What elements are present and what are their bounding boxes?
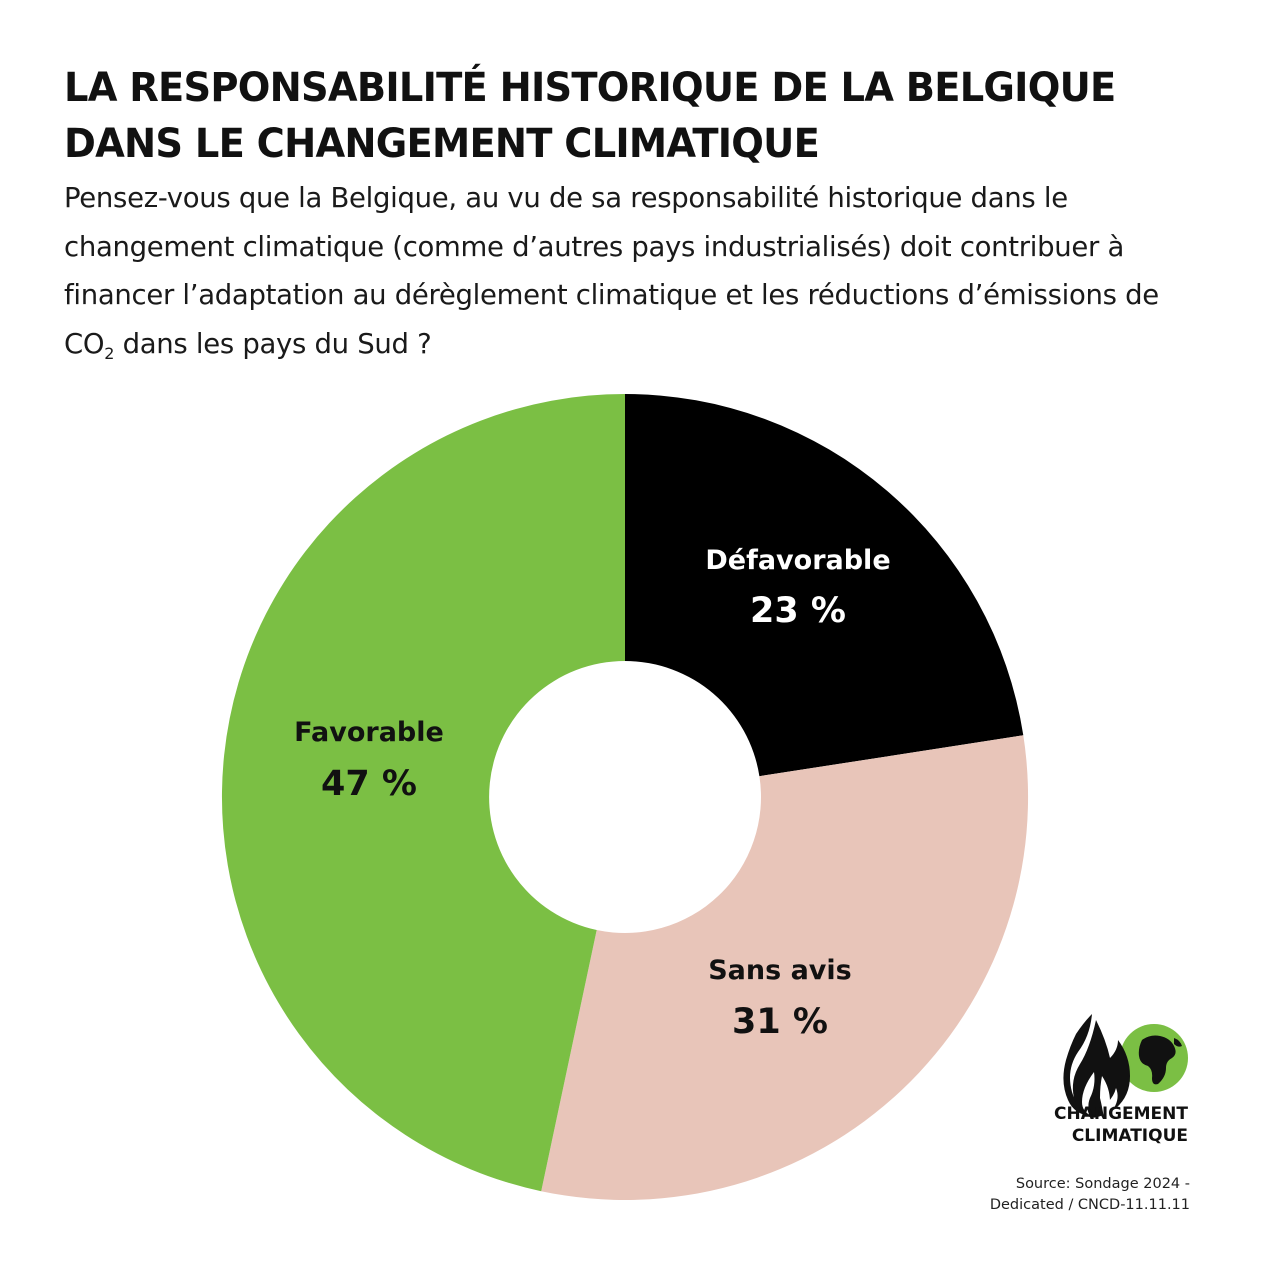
source-note bbox=[900, 1174, 1190, 1216]
question-text-end: dans les pays du Sud ? bbox=[114, 327, 432, 360]
label-sans-avis-value: 31 % bbox=[732, 1002, 828, 1042]
slice-favorable bbox=[222, 394, 625, 1191]
globe-icon bbox=[1120, 1024, 1188, 1092]
label-defavorable-value: 23 % bbox=[750, 591, 846, 631]
label-favorable-name: Favorable bbox=[294, 717, 444, 748]
co2-subscript: 2 bbox=[104, 343, 115, 363]
label-defavorable-name: Défavorable bbox=[705, 545, 891, 576]
label-favorable-value: 47 % bbox=[321, 764, 417, 804]
logo-line-1: CHANGEMENT bbox=[1053, 1104, 1188, 1124]
label-sans-avis-name: Sans avis bbox=[708, 955, 852, 986]
question-text: Pensez-vous que la Belgique, au vu de sa responsabilité historique dans le changement climatique (comme d’autres pays industrialisés) doit contribuer à financer l’adaptation au dérèglement climatique et les réductions d’émissions de CO bbox=[64, 182, 1159, 360]
source-line-2: Dedicated / CNCD-11.11.11 bbox=[989, 1197, 1190, 1213]
slice-defavorable bbox=[625, 394, 1023, 776]
title-line-2: DANS LE CHANGEMENT CLIMATIQUE bbox=[64, 121, 820, 167]
logo-wordmark bbox=[1000, 1103, 1188, 1147]
logo-line-2: CLIMATIQUE bbox=[1071, 1126, 1188, 1146]
source-line-1: Source: Sondage 2024 - bbox=[1015, 1176, 1190, 1192]
title-line-1: LA RESPONSABILITÉ HISTORIQUE DE LA BELGIQUE bbox=[64, 65, 1116, 111]
